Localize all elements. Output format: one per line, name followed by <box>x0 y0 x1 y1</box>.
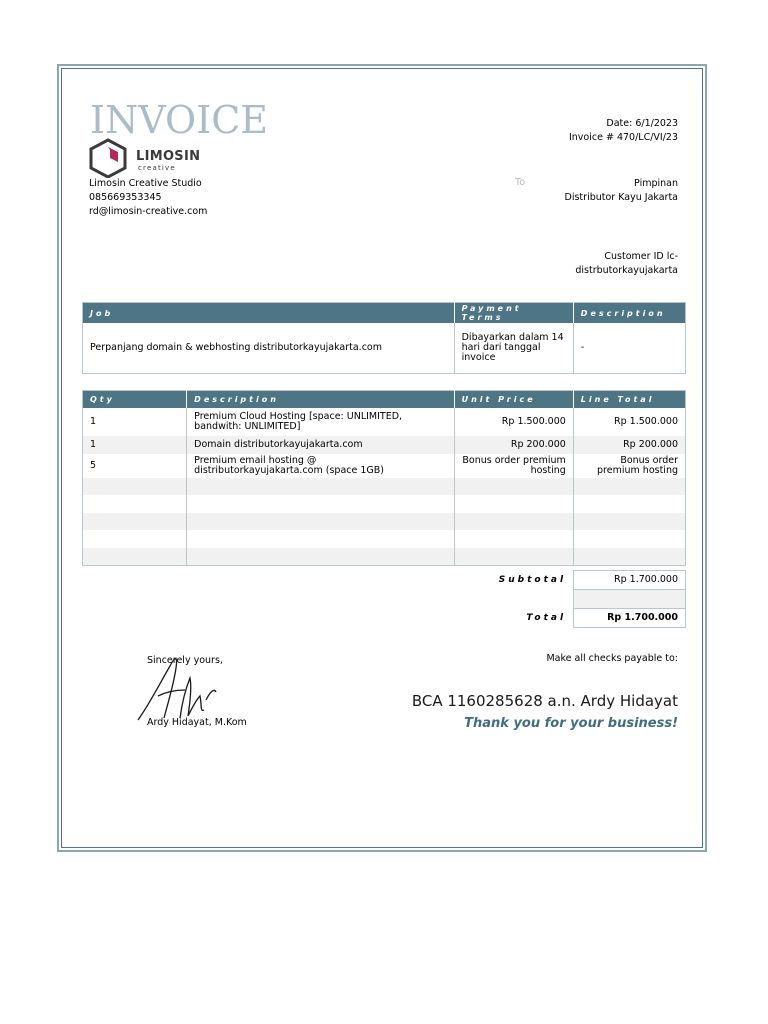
item-description-header: Description <box>187 391 454 409</box>
payment-terms-cell: Dibayarkan dalam 14 hari dari tanggal invoice <box>454 323 573 374</box>
total-value: Rp 1.700.000 <box>574 609 686 628</box>
invoice-meta <box>428 117 678 145</box>
sender-phone: 085669353345 <box>89 192 162 203</box>
line-total-cell: Bonus order premium hosting <box>597 454 678 476</box>
thank-you-note: Thank you for your business! <box>464 716 678 731</box>
invoice-title: INVOICE <box>90 98 269 142</box>
empty-row <box>83 495 686 513</box>
line-total-cell: Rp 200.000 <box>573 436 685 454</box>
recipient-info <box>478 177 678 205</box>
sender-email: rd@limosin-creative.com <box>89 206 208 217</box>
item-description-cell: Premium Cloud Hosting [space: UNLIMITED, bandwith: UNLIMITED] <box>187 408 454 436</box>
line-total-cell: Rp 1.500.000 <box>614 416 678 427</box>
to-label: To <box>515 177 526 188</box>
qty-header: Qty <box>83 391 187 409</box>
signer-name: Ardy Hidayat, M.Kom <box>147 717 247 728</box>
recipient-company: Distributor Kayu Jakarta <box>564 192 678 203</box>
customer-id <box>518 250 678 278</box>
sender-info <box>89 177 207 219</box>
job-cell: Perpanjang domain & webhosting distributorkayujakarta.com <box>83 323 455 374</box>
recipient-name: Pimpinan <box>634 178 678 189</box>
job-row <box>83 323 686 374</box>
item-description-cell: Premium email hosting @ distributorkayujakarta.com (space 1GB) <box>187 454 454 478</box>
job-description-cell: - <box>580 342 585 353</box>
totals-table <box>453 570 686 628</box>
invoice-number: Invoice # 470/LC/VI/23 <box>568 132 678 143</box>
empty-row <box>83 478 686 496</box>
description-header: Description <box>573 303 685 324</box>
total-row <box>453 609 686 628</box>
payment-terms-header: Payment Terms <box>454 303 573 324</box>
qty-cell: 1 <box>83 408 187 436</box>
empty-row <box>83 548 686 566</box>
table-row <box>83 436 686 454</box>
unit-price-header: Unit Price <box>454 391 573 409</box>
qty-cell: 1 <box>83 436 187 454</box>
unit-price-cell: Rp 200.000 <box>454 436 573 454</box>
closing-text: Sincerely yours, <box>147 655 223 666</box>
empty-row <box>83 530 686 548</box>
total-label: Total <box>526 613 567 623</box>
job-table <box>82 302 686 374</box>
items-table <box>82 390 686 566</box>
logo-subword: creative <box>138 164 176 172</box>
customer-id-line2: distrbutorkayujakarta <box>575 265 678 276</box>
job-table-header <box>83 303 686 324</box>
totals-spacer-row <box>453 590 686 609</box>
subtotal-label: Subtotal <box>498 575 567 585</box>
subtotal-value: Rp 1.700.000 <box>574 571 686 590</box>
bank-account: BCA 1160285628 a.n. Ardy Hidayat <box>411 692 678 710</box>
table-row <box>83 408 686 436</box>
qty-cell: 5 <box>83 454 187 478</box>
invoice-date: Date: 6/1/2023 <box>606 118 678 129</box>
customer-id-line1: Customer ID lc- <box>604 251 678 262</box>
unit-price-cell: Bonus order premium hosting <box>454 454 573 478</box>
line-total-header: Line Total <box>573 391 685 409</box>
empty-row <box>83 513 686 531</box>
item-description-cell: Domain distributorkayujakarta.com <box>187 436 454 454</box>
items-table-header <box>83 391 686 409</box>
unit-price-cell: Rp 1.500.000 <box>454 408 573 436</box>
job-header: Job <box>83 303 455 324</box>
table-row <box>83 454 686 478</box>
logo-word: LIMOSIN <box>136 149 201 164</box>
payable-note: Make all checks payable to: <box>546 653 678 664</box>
sender-company: Limosin Creative Studio <box>89 178 202 189</box>
subtotal-row <box>453 571 686 590</box>
